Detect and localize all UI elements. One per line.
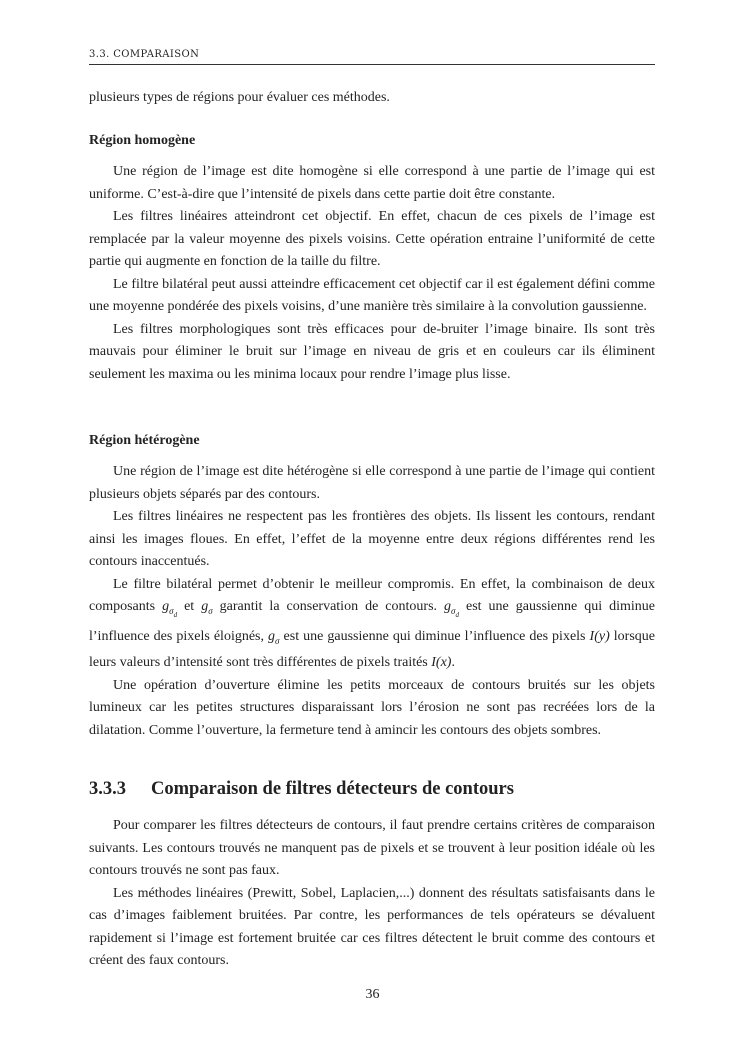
paragraph: Les filtres morphologiques sont très efficaces pour de-bruiter l’image binaire. Ils sont très mauvais pour éliminer le bruit sur l’image en niveau de gris et en couleurs car ils éliminent seulement les maxima ou les minima locaux pour rendre l’image plus lisse. <box>89 321 655 382</box>
section-homogene-body <box>89 161 655 386</box>
section-3-3-3-body <box>89 815 655 973</box>
heading-section-3-3-3 <box>89 778 655 801</box>
math-g-sigma-d: $g_{\sigma_d}$ <box>444 599 459 619</box>
running-header: 3.3. COMPARAISON <box>89 49 655 65</box>
paragraph: Les méthodes linéaires (Prewitt, Sobel, Laplacien,...) donnent des résultats satisfaisants dans le cas d’images faiblement bruitées. Par contre, les performances de tels opérateurs se dévaluent rapidement si l’image est fortement bruitée car ces filtres détectent le bruit comme des contours et créent des faux contours. <box>89 885 655 968</box>
math-i-y: I(y) <box>589 629 610 645</box>
paragraph: Le filtre bilatéral peut aussi atteindre efficacement cet objectif car il est également défini comme une moyenne pondérée des pixels voisins, d’une manière très similaire à la convolution gaussienne. <box>89 276 655 314</box>
section-heterogene-body <box>89 461 655 742</box>
math-g-sigma: $g_\sigma$ <box>201 599 213 616</box>
section-3-3-3 <box>89 778 655 801</box>
section-title: Comparaison de filtres détecteurs de contours <box>151 779 514 799</box>
paragraph: Une région de l’image est dite hétérogène si elle correspond à une partie de l’image qui contient plusieurs objets séparés par des contours. <box>89 464 655 502</box>
math-g-sigma: $g_\sigma$ <box>268 629 280 646</box>
paragraph-bilateral: Le filtre bilatéral permet d’obtenir le meilleur compromis. En effet, la combinaison de deux composants $g_{\sigma_d}$ et $g_\sigma$ garantit la conservation de contours. $g_{\sigma_d}$ est une gaussienne qui diminue l’influence des pixels éloignés, $g_\sigma$ est une gaussienne qui diminue l’influence des pixels I(y) lorsque leurs valeurs d’intensité sont très différentes de pixels traités I(x). <box>89 576 655 671</box>
paragraph: Une opération d’ouverture élimine les petits morceaux de contours bruités sur les objets lumineux car les petites structures disparaissant lors l’érosion ne sont pas recréées lors de la dilatation. Comme l’ouverture, la fermeture tend à amincir les contours des objets sombres. <box>89 677 655 738</box>
paragraph: Pour comparer les filtres détecteurs de contours, il faut prendre certains critères de comparaison suivants. Les contours trouvés ne manquent pas de pixels et se trouvent à leur position idéale où les contours trouvés ne sont pas faux. <box>89 818 655 878</box>
paragraph: Les filtres linéaires ne respectent pas les frontières des objets. Ils lissent les contours, rendant ainsi les images floues. En effet, l’effet de la moyenne entre deux régions différentes rend les contours inaccentués. <box>89 509 655 569</box>
section-heterogene <box>89 430 655 453</box>
intro-paragraph <box>89 87 655 110</box>
section-number: 3.3.3 <box>89 779 126 799</box>
section-homogene <box>89 130 655 153</box>
heading-region-heterogene: Région hétérogène <box>89 433 200 448</box>
math-i-x: I(x) <box>431 655 452 671</box>
heading-region-homogene: Région homogène <box>89 133 196 148</box>
intro-text: plusieurs types de régions pour évaluer ces méthodes. <box>89 90 390 105</box>
page-number: 36 <box>365 987 380 1002</box>
paragraph: Les filtres linéaires atteindront cet objectif. En effet, chacun de ces pixels de l’image est remplacée par la valeur moyenne des pixels voisins. Cette opération entraine l’uniformité de cette partie qui augmente en fonction de la taille du filtre. <box>89 209 655 269</box>
math-g-sigma-d: $g_{\sigma_d}$ <box>162 599 178 619</box>
paragraph: Une région de l’image est dite homogène si elle correspond à une partie de l’image qui est uniforme. C’est-à-dire que l’intensité de pixels dans cette partie doit être constante. <box>89 164 655 202</box>
